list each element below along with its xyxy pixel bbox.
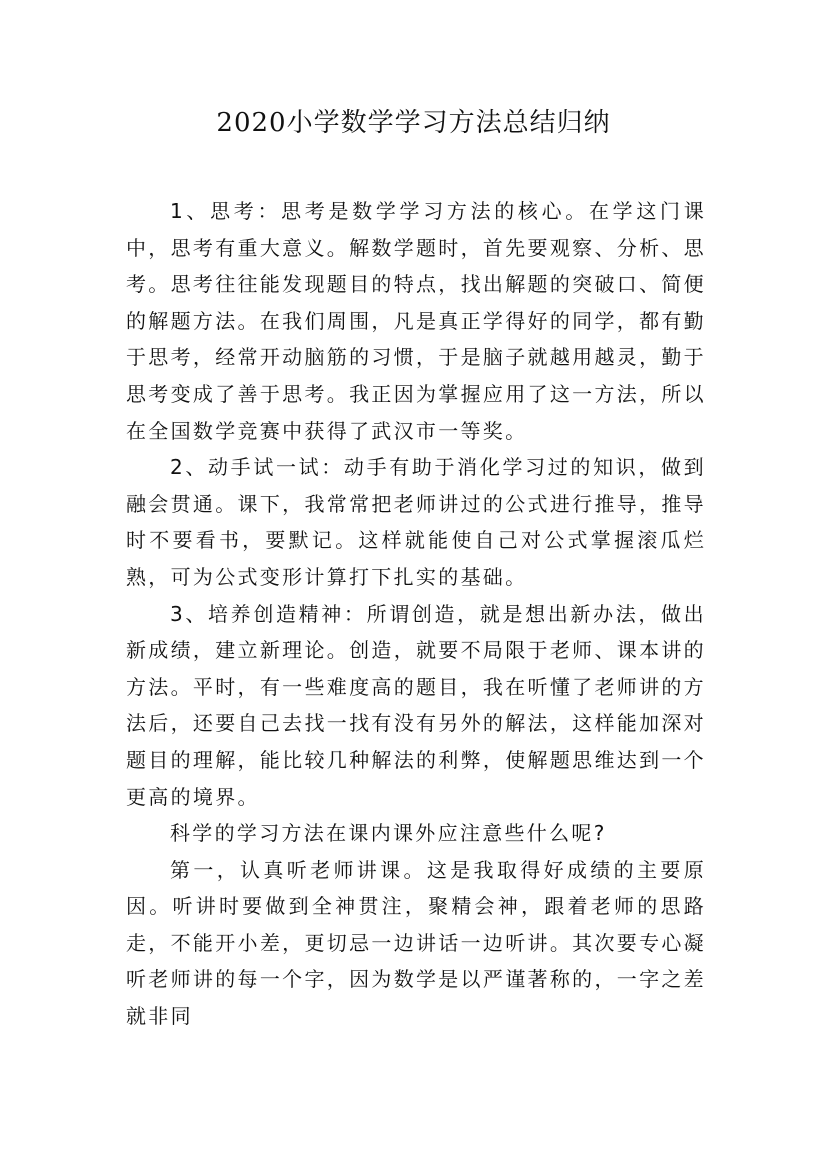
paragraph-listen-in-class: 第一，认真听老师讲课。这是我取得好成绩的主要原因。听讲时要做到全神贯注，聚精会神，跟着老师的思路走，不能开小差，更切忌一边讲话一边听讲。其次要专心凝听老师讲的每一个字，因为数学是以严谨著称的，一字之差就非同 bbox=[126, 857, 706, 1029]
document-title: 2020小学数学学习方法总结归纳 bbox=[216, 108, 611, 138]
paragraph-thinking: 1、思考：思考是数学学习方法的核心。在学这门课中，思考有重大意义。解数学题时，首先要观察、分析、思考。思考往往能发现题目的特点，找出解题的突破口、简便的解题方法。在我们周围，凡是真正学得好的同学，都有勤于思考，经常开动脑筋的习惯，于是脑子就越用越灵，勤于思考变成了善于思考。我正因为掌握应用了这一方法，所以在全国数学竞赛中获得了武汉市一等奖。 bbox=[126, 199, 706, 443]
paragraph-hands-on: 2、动手试一试：动手有助于消化学习过的知识，做到融会贯通。课下，我常常把老师讲过的公式进行推导，推导时不要看书，要默记。这样就能使自己对公式掌握滚瓜烂熟，可为公式变形计算打下扎实的基础。 bbox=[126, 455, 706, 589]
paragraph-question: 科学的学习方法在课内课外应注意些什么呢? bbox=[170, 821, 607, 846]
paragraph-creativity: 3、培养创造精神：所谓创造，就是想出新办法，做出新成绩，建立新理论。创造，就要不局限于老师、课本讲的方法。平时，有一些难度高的题目，我在听懂了老师讲的方法后，还要自己去找一找有没有另外的解法，这样能加深对题目的理解，能比较几种解法的利弊，使解题思维达到一个更高的境界。 bbox=[126, 601, 706, 809]
document-body bbox=[126, 193, 706, 1035]
